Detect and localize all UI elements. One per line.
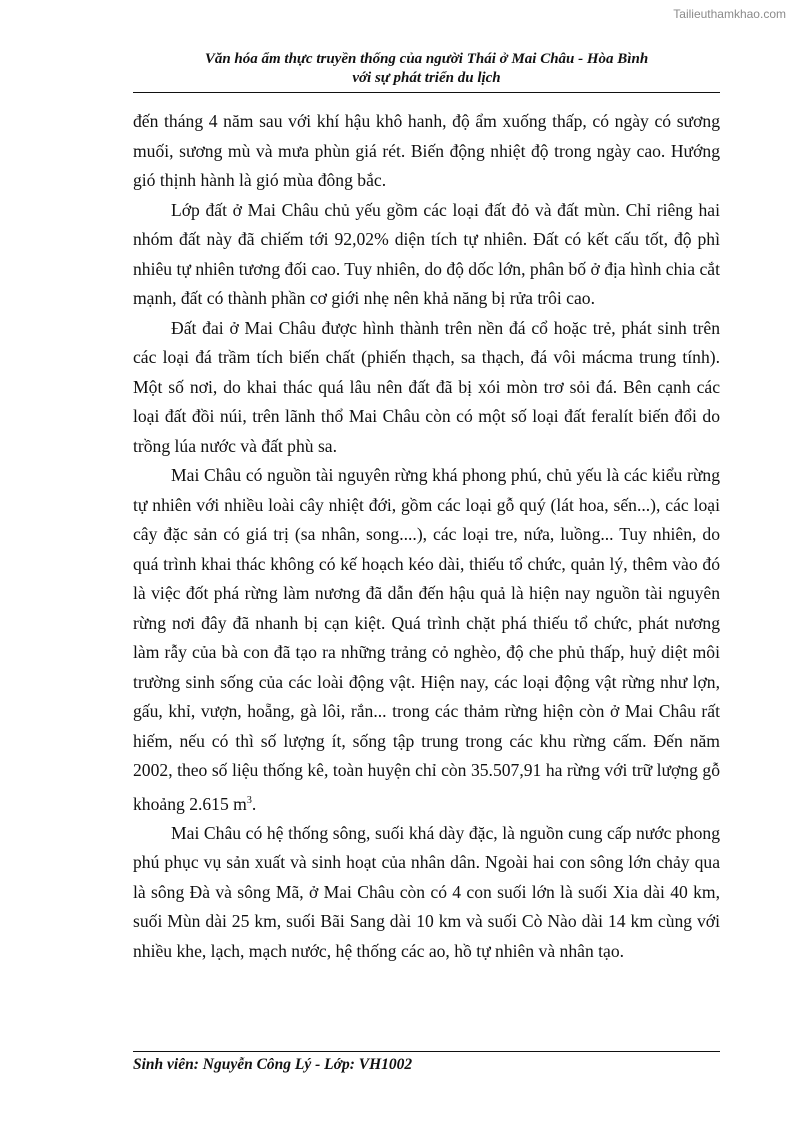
paragraph-soil: Lớp đất ở Mai Châu chủ yếu gồm các loại đất đỏ và đất mùn. Chỉ riêng hai nhóm đất này đã chiếm tới 92,02% diện tích tự nhiên. Đất có kết cấu tốt, độ phì nhiêu tự nhiên tương đối cao. Tuy nhiên, do độ dốc lớn, phân bố ở địa hình chia cắt mạnh, đất có thành phần cơ giới nhẹ nên khả năng bị rửa trôi cao. bbox=[133, 199, 720, 308]
watermark: Tailieuthamkhao.com bbox=[673, 7, 786, 21]
paragraph-forest-period: . bbox=[251, 793, 257, 814]
superscript-cubic: 3 bbox=[246, 794, 252, 806]
paragraph-rivers: Mai Châu có hệ thống sông, suối khá dày đặc, là nguồn cung cấp nước phong phú phục vụ sản xuất và sinh hoạt của nhân dân. Ngoài hai con sông lớn chảy qua là sông Đà và sông Mã, ở Mai Châu còn có 4 con suối lớn là suối Xia dài 40 km, suối Mùn dài 25 km, suối Bãi Sang dài 10 km và suối Cò Nào dài 14 km cùng với nhiều khe, lạch, mạch nước, hệ thống các ao, hồ tự nhiên và nhân tạo. bbox=[133, 822, 720, 961]
paragraph-forest-text: Mai Châu có nguồn tài nguyên rừng khá phong phú, chủ yếu là các kiểu rừng tự nhiên với nhiều loài cây nhiệt đới, gồm các loại gỗ quý (lát hoa, sến...), các loại cây đặc sản có giá trị (sa nhân, song....), các loại tre, nứa, luồng... Tuy nhiên, do quá trình khai thác không có kế hoạch kéo dài, thiếu tổ chức, quản lý, thêm vào đó là việc đốt phá rừng làm nương đã dẫn đến hậu quả là hiện nay nguồn tài nguyên rừng nơi đây đã nhanh bị cạn kiệt. Quá trình chặt phá thiếu tổ chức, phát nương làm rẫy của bà con đã tạo ra những trảng cỏ nghèo, độ che phủ thấp, huỷ diệt môi trường sinh sống của các loài động vật. Hiện nay, các loại động vật rừng như lợn, gấu, khỉ, vượn, hoẵng, gà lôi, rắn... trong các thảm rừng hiện còn ở Mai Châu rất hiếm, nếu có thì số lượng ít, sống tập trung trong các khu rừng cấm. Đến năm 2002, theo số liệu thống kê, toàn huyện chỉ còn 35.507,91 ha rừng với trữ lượng gỗ khoảng 2.615 m bbox=[133, 465, 720, 814]
document-body bbox=[133, 107, 720, 966]
footer-divider bbox=[133, 1051, 720, 1052]
paragraph-land-formation: Đất đai ở Mai Châu được hình thành trên nền đá cổ hoặc trẻ, phát sinh trên các loại đá trầm tích biến chất (phiến thạch, sa thạch, đá vôi mácma trung tính). Một số nơi, do khai thác quá lâu nên đất đã bị xói mòn trơ sỏi đá. Bên cạnh các loại đất đồi núi, trên lãnh thổ Mai Châu còn có một số loại đất feralít biến đổi do trồng lúa nước và đất phù sa. bbox=[133, 317, 720, 456]
header-subtitle: với sự phát triển du lịch bbox=[352, 70, 501, 86]
paragraph-forest bbox=[133, 461, 720, 819]
header-title: Văn hóa ẩm thực truyền thống của người Thái ở Mai Châu - Hòa Bình bbox=[204, 51, 649, 67]
paragraph-climate: đến tháng 4 năm sau với khí hậu khô hanh, độ ẩm xuống thấp, có ngày có sương muối, sương mù và mưa phùn giá rét. Biến động nhiệt độ trong ngày cao. Hướng gió thịnh hành là gió mùa đông bắc. bbox=[133, 111, 720, 190]
running-header bbox=[133, 50, 720, 88]
footer-author: Sinh viên: Nguyễn Công Lý - Lớp: VH1002 bbox=[133, 1056, 413, 1073]
header-divider bbox=[133, 92, 720, 93]
